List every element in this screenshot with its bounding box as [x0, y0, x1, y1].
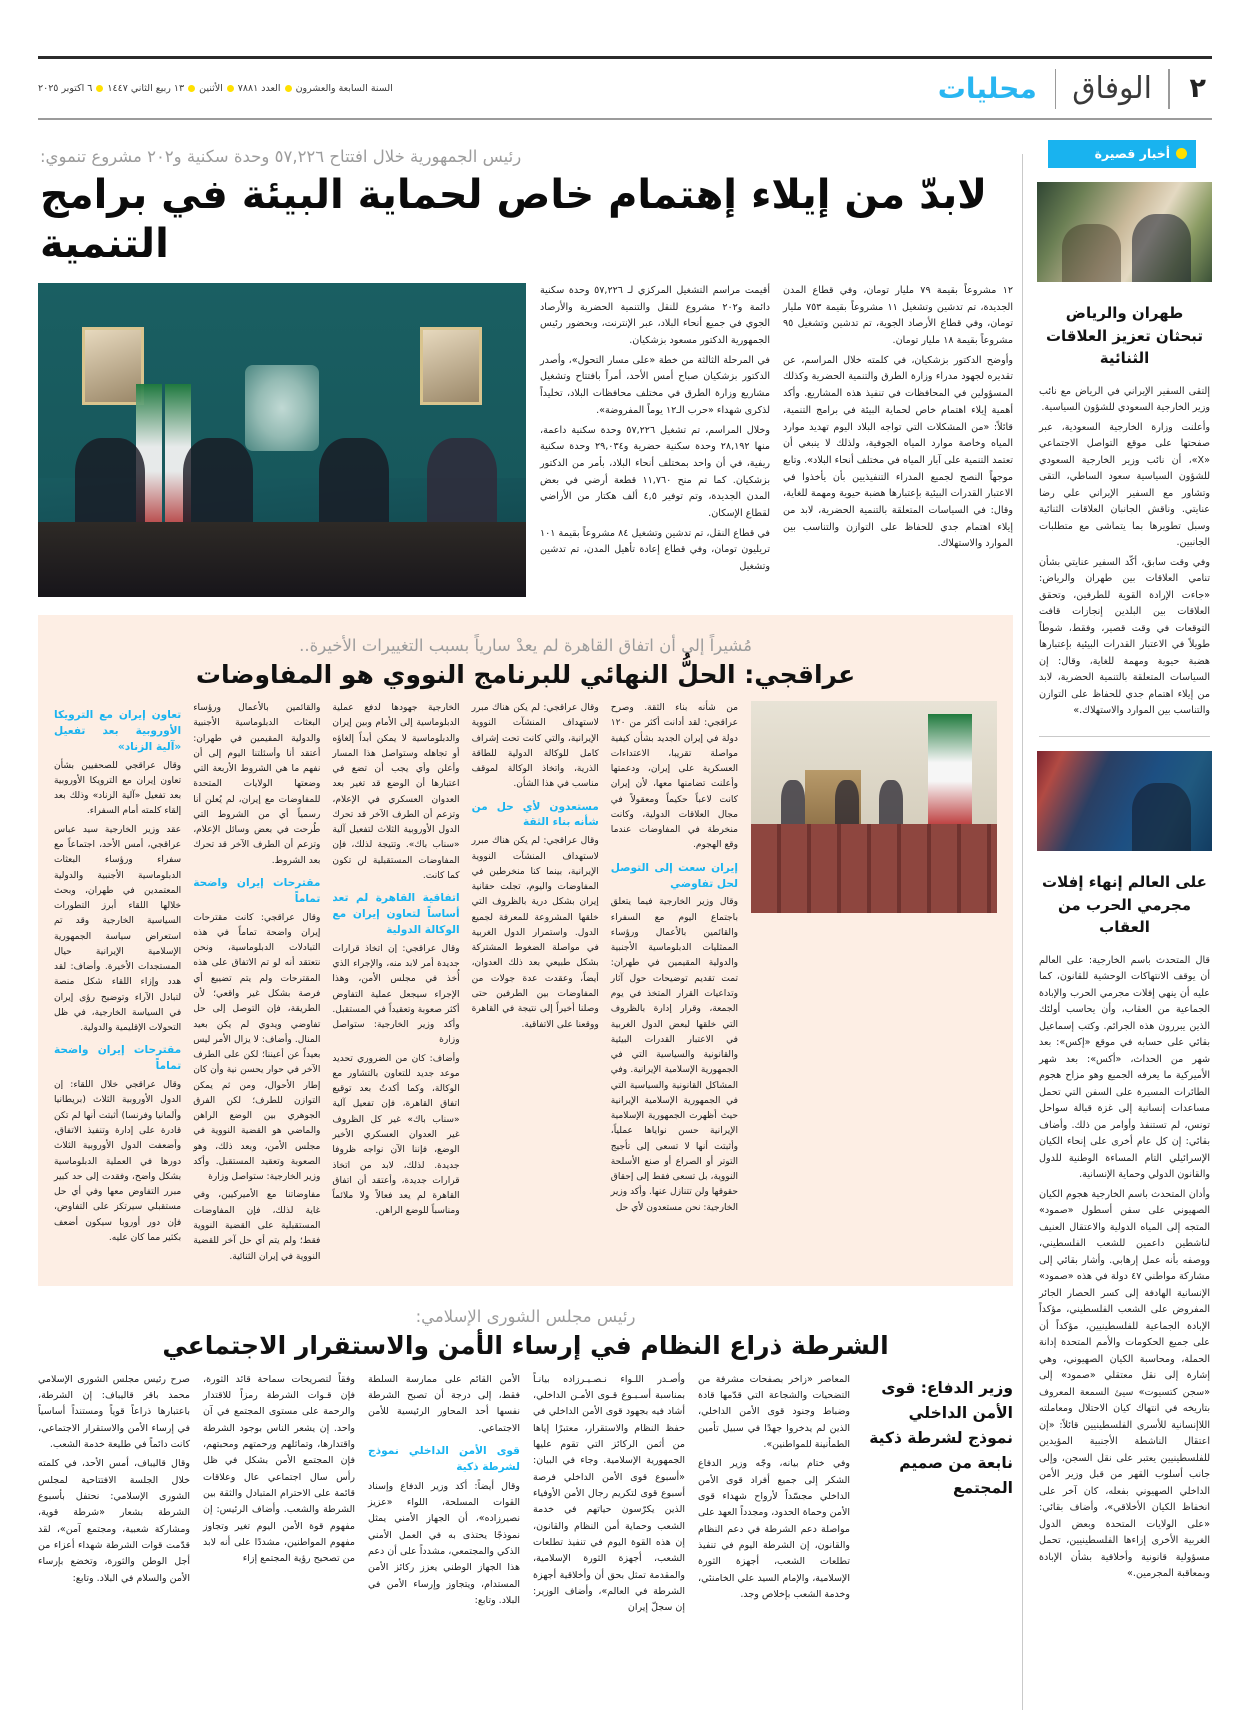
mid-subhead: مستعدون لأي حل من شأنه بناء الثقة: [471, 800, 599, 829]
paragraph: إلتقى السفير الإيراني في الرياض مع نائب وزير الخارجية السعودي للشؤون السياسية.: [1039, 385, 1210, 413]
mid-photo: [751, 701, 997, 913]
paragraph: وفي ختام بيانه، وجّه وزير الدفاع الشكر إلى جميع أفراد قوى الأمن الداخلي مجسّداً لأرواح شهداء قوى الأمن وحماة الحدود، ومجدداً العهد على مواصلة دعم الشرطة في دعم النظام والقانون، إن الشرطة اليوم في تنفيذ تطلعات الشعب، أجهزة الثورة الإسلامية، والإمام السيد علي الخامنئي، وخدمة الشعب بإخلاص وجد.: [698, 1458, 850, 1600]
iran-flag-icon: [950, 714, 972, 830]
portrait-frame-right: [420, 327, 482, 405]
paragraph: وقال عراقجي: لم يكن هناك مبرر لاستهداف المنشآت النووية الإيرانية، بينما كنا منخرطين في المفاوضات واليوم، تجلت حقانية إيران بشكل درية بالظروف التي خلقها المشروعة للمعرفة لجميع الدول. واستمرار الدول الغربية في مواصلة الضغوط المشتركة بشكل طبيعي بعد ذلك العدوان، أيضاً، وعقدت عدة جولات من المفاوضات بين الطرفين حتى وصلنا أخيراً إلى نتيجة في القاهرة ووقعنا على الاتفاقية.: [471, 836, 599, 1030]
portrait-frame-left: [82, 327, 144, 405]
paragraph: وقال وزير الخارجية فيما يتعلق باجتماع اليوم مع السفراء والقائمين بالأعمال ورؤساء الممثليات الدبلوماسية الأجنبية والدولية المقيمين في طهران: تمت تقديم توضيحات حول آثار وتداعيات القرار المتخذ في يوم الجمعة، وقرار إدارة بالظروف التي خلقها لبعض الدول الغربية في الاعتبار القدرات البيئية والقانونية والسياسية التي في الجمهورية الإسلامية الإيرانية. وفي المشاكل القانونية والسياسية التي في الجمهورية الإسلامية الإيرانية حيث أظهرت الجمهورية الإسلامية الإيرانية حسن نواياها عملياً، وأثبتت أنها لا تسعى إلى تأجيج التوتر أو الصراع أو صنع الأسلحة النووية، بل تسعى فقط إلى إحقاق حقوقها ولن تتنازل عنها. وأكد وزير الخارجية: نحن مستعدون لأي حل: [610, 897, 738, 1213]
issue-part-weekday: الأثنين: [199, 83, 223, 94]
paragraph: ١٢ مشروعاً بقيمة ٧٩ مليار تومان، وفي قطاع المدن الجديدة، تم تدشين وتشغيل ١١ مشروعاً بقيمة ٧٥٣ مليار تومان، وفي قطاع الأرصاد الجوية، تم تدشين وتشغيل ٩٥ مشروعاً بقيمة ١٨ مليار تومان.: [783, 285, 1013, 347]
sidebar-separator: [1039, 736, 1210, 738]
sidebar-vertical-rule: [1022, 154, 1024, 1710]
bottom-column-5: [38, 1372, 190, 1620]
paragraph: وقال عراقجي: لم يكن هناك مبرر لاستهداف المنشآت النووية الإيرانية، والتي كانت تحت إشراف كامل للوكالة الدولية للطاقة الذرية، واتخاذ الوكالة لموقف مناسب في هذا الشأن.: [471, 702, 599, 790]
mid-column-1: [611, 701, 738, 1268]
issue-part-year: السنة السابعة والعشرون: [295, 83, 393, 94]
bottom-column-4: [203, 1372, 355, 1620]
short-news-tag-label: أخبار قصيرة: [1094, 146, 1170, 161]
paragraph: وقال أيضاً: أكد وزير الدفاع وإسناد القوات المسلحة، اللواء «عزيز نصيرزاده»، أن الجهاز الأمني يمثل نموذجًا يحتذى به في العمل الأمني الذكي والمجتمعي، مشدداً على أن دعم هذا الجهاز الوطني يعزز ركائز الأمن المستدام، ويتجاوز وإرساء الأمن في البلاد. وتابع:: [368, 1480, 520, 1607]
mid-column-2: [472, 701, 599, 1268]
section-name: محليات: [937, 71, 1037, 105]
lead-headline: لابدّ من إيلاء إهتمام خاص لحماية البيئة في برامج التنمية: [40, 172, 988, 268]
tag-bullet-icon: [1176, 148, 1187, 159]
paragraph: عقد وزير الخارجية سيد عباس عراقجي، أمس الأحد، اجتماعاً مع سفراء ورؤساء البعثات الدبلوماسية الأجنبية والدولية المعتمدين في طهران، وبحث خلالها اللقاء أبرز التطورات السياسية الخارجية وقد تم استعراض سياسة الجمهورية الإسلامية الإيرانية حيال المستجدات الأخيرة. وأضاف: لقد هدد وإزاء اللقاء شكل منصة لتبادل الآراء وتوضيح رؤى إيران في السياسة الخارجية، في ظل التحولات الإقليمية والدولية.: [53, 824, 182, 1034]
bottom-pullquote: وزير الدفاع: قوى الأمن الداخلي نموذج لشرطة ذكية نابعة من صميم المجتمع: [869, 1378, 1013, 1498]
paragraph: وقال عراقجي: كانت مقترحات إيران واضحة تماماً في هذه التبادلات الدبلوماسية، ونحن نتعتقد أنه لو تم الاتفاق على هذه المقترحات ولم يتم تضييع أي فرصة بشكل غير واقعي؛ لأن الطريقة، فإن التوصل إلى حل تفاوضي ويدوي لم يكن بعيد المنال. وأضاف: لا يزال الأمر ليس بعيداً عن أعيننا؛ لكن على الطرف الآخر في حوار يحسن نية وأن كان إطار الأحوال، ومن ثم يمكن التوازن للطرف؛ لكن الفرق الجوهري بين الوضع الراهن والماضي هو القضية النووية في مجلس الأمن، وبعد ذلك، وهو الصعوبة وتعقيد المستقبل. وأكد وزير الخارجية: ستواصل وزارة: [193, 912, 321, 1183]
paragraph: في المرحلة الثالثة من خطة «على مسار التحول»، وأصدر الدكتور بزشكيان صباح أمس الأحد، أمراً بافتتاح وتشغيل مشاريع وزارة الطرق في مختلف محافظات البلاد، تخليداً لذكرى شهداء «حرب الـ١٢ يوماً المفروضة».: [540, 354, 770, 416]
paragraph: وفقاً لتصريحات سماحة قائد الثورة، فإن قـوات الشرطة رمزاً للاقتدار والرحمة على مستوى المجتمع في آن واحد. إن يشعر الناس بوجود الشرطة واقتدارها، وتماثلهم ورحمتهم ومحبتهم، فإن المجتمع الأمن بشكل في ظل رأس سال اجتماعي عال وعلاقات قائمة على الاحترام المتبادل والثقة بين الشرطة والشعب. وأضاف الرئيس: إن مفهوم قوة الأمن اليوم تغير وتجاوز مفهوم المواطنين، مشددًا على أنه لابد من تصحيح رؤية المجتمع إزاء: [203, 1373, 355, 1565]
mid-column-3: [332, 701, 459, 1268]
mid-kicker: مُشيراً إلى أن اتفاق القاهرة لم يعدْ سارياً بسبب التغييرات الأخيرة..: [299, 636, 752, 656]
issue-part-gregorian-date: ٦ اكتوبر ٢٠٢٥: [38, 83, 93, 94]
masthead-divider-2: [1055, 69, 1057, 109]
paragraph: وقال عراقجي خلال اللقاء: إن الدول الأوروبية الثلاث (بريطانيا وألمانيا وفرنسا) أثبتت أنها لم تكن قادرة على إدارة وتنفيذ الاتفاق، وأضعفت الدول الأوروبية الثلاث دورها في العملية الدبلوماسية بشكل واضح، وفقدت إلى حد كبير مبرر التفاوض معها وفي أي حل مستقبلي سيرتكز على التفاوض، فإن دور أوروبا سيكون أضعف بكثير مما كان عليه.: [53, 1080, 182, 1243]
paragraph: المعاصر «زاخر بصفحات مشرفة من التضحيات والشجاعة التي قدّمها قادة وضباط وجنود قوى الأمن الداخلي، الذين لم يدخروا جهدًا في سبيل تأمين الطمأنينة للمواطنين».: [698, 1373, 850, 1451]
paragraph: من شأنه بناء الثقة. وصرح عراقجي: لقد أدانت أكثر من ١٢٠ دولة في إيران الجديد بشأن كيفية مواصلة تقريبا، الاعتداءات العسكرية على إيران، ودعمتها وأعلنت تضامنها معها، لأن إيران كانت لاعباً حكيماً ومعقولاً في مجال العلاقات الدولية، وكانت منخرطة في المفاوضات عندما وقع الهجوم.: [610, 702, 738, 851]
paragraph: الأمن القائم على ممارسة السلطة فقط، إلى درجة أن تصبح الشرطة نفسها أحد المحاور الرئيسية للأمن الاجتماعي.: [368, 1373, 520, 1434]
sidebar-story-title: على العالم إنهاء إفلات مجرمي الحرب من العقاب: [1042, 873, 1207, 936]
masthead: [38, 56, 1212, 118]
paragraph: وأدان المتحدث باسم الخارجية هجوم الكيان الصهيوني على سفن أسطول «صمود» المتجه إلى المياه الدولية والاعتقال العنيف لناشطين داعمين للشعب الفلسطيني، ووصفه بأنه عمل إرهابي. وأشار بقائي إلى مشاركة مواطني ٤٧ دولة في هذه «صمود» الإنسانية الهادفة إلى كسر الحصار الجائر المفروض على الشعب الفلسطيني، مؤكداً الإبادة الجماعية للفلسطينيين، مؤكداً أن على جميع الحكومات والأمم المتحدة إدانة الحملة، ومحاسبة الكيان الصهيوني، وهي إشارة إلى نقل معتقلي «صمود» إلى «سجن كتسيوت» سيئ السمعة المعروف بتاريخه في انتهاك كيان الاحتلال ومعاملته اللاإنسانية للأسرى الفلسطينيين قائلاً: «إن اعتقال الناشطة الأجنبية المؤيدين للفلسطينيين يعتبر على نقل السجن، وإلى جانب أسلوب القهر من قبل وزير الأمن الداخلي الصهيوني بفعله، كان آخر على انخفاظ الكيان الأخلاقي»، وأضاف بقائي: «على الولايات المتحدة وبعض الدول الغربية الأخرى إزاءها الفلسطينيين، تحمل مسؤولية قانونية وأخلاقية بشأن الإبادة وبمعاقبة المجرمين.»: [1039, 1188, 1210, 1579]
mid-subhead: مقترحات إيران واضحة تماماً: [193, 876, 321, 905]
paragraph: وقال عراقجي للصحفيين بشأن تعاون إيران مع الترويكا الأوروبية بعد تفعيل «آلية الزناد» وذلك بعد إلقاء كلمته أمام السفراء.: [53, 760, 182, 817]
paragraph: في قطاع النقل، تم تدشين وتشغيل ٨٤ مشروعاً بقيمة ١٠١ تريليون تومان، وفي قطاع إعادة تأهيل المدن، تم تدشين وتشغيل: [540, 527, 770, 573]
iran-flag-icon: [928, 714, 950, 830]
bottom-body-columns: [38, 1372, 1013, 1620]
nuclear-talks-story: [38, 615, 1013, 1286]
page-number: ٢: [1189, 73, 1206, 104]
masthead-rule-bottom: [38, 118, 1212, 120]
paragraph: وأوضح الدكتور بزشكيان، في كلمته خلال المراسم، عن تقديره لجهود مدراء وزارة الطرق والتنمية الحضرية وكذلك المسؤولين في المحافظات في تنفيذ هذه المشاريع. وأكد أهمية إيلاء اهتمام خاص لحماية البيئة في برامج التنمية، قائلاً: «من المشكلات التي تواجه البلاد اليوم تهديد موارد المياه وخاصة موارد المياه الجوفية، ولذلك لا ينبغي أن تعتمد التنمية على آبار المياه في مختلف أنحاء البلاد». وتابع موجهاً النصح لجميع المدراء التنفيذيين بأن يأخذوا في الاعتبار القدرات البيئية بإعتبارها هضبة حيوية ومهمة للغاية، وقال: في السياسات المتعلقة بالتنمية الحضرية، لابد من إيلاء اهتمام جدي للحفاظ على التوازن والتناسب بين الموارد والاستهلاك.: [783, 354, 1013, 550]
issue-part-number: العدد ٧٨٨١: [237, 83, 281, 94]
lead-column-1: [783, 283, 1013, 579]
masthead-rule-top: [38, 56, 1212, 59]
sidebar-story-title: طهران والرياض تبحثان تعزيز العلاقات الثنائية: [1045, 304, 1204, 367]
bottom-headline: الشرطة ذراع النظام في إرساء الأمن والاستقرار الاجتماعي: [162, 1331, 889, 1361]
lead-body-columns: [540, 283, 1013, 579]
bullet-dot-icon: [227, 85, 234, 92]
sidebar-story-body: [1039, 953, 1210, 1583]
sidebar-story-body: [1039, 384, 1210, 720]
paragraph: الخارجية جهودها لدفع عملية الدبلوماسية إلى الأمام وبين إيران والدبلوماسية لا يمكن أبداً إلغاؤه أو تجاهله وستواصل هذا المسار وأعلن وأي يجب أن تضع في اعتبارها أن الوضع قد تغير بعد العدوان العسكري في الإعلام، وتزعم أن الطرف الآخر قد تحرك الدول الأوروبية الثلاث لتفعيل آلية «سناب باك». وتتيجة لذلك، فإن المفاوضات المستقبلية لن تكون كما كانت.: [332, 702, 460, 881]
mid-headline: عراقجي: الحلُّ النهائي للبرنامج النووي هو المفاوضات: [195, 660, 856, 690]
lead-photo: [38, 283, 526, 597]
paragraph: وأضاف: كان من الضروري تحديد موعد جديد للتعاون بالتشاور مع الوكالة، وكما أكدتُ بعد توقيع اتفاق القاهرة، فإن تفعيل آلية «سناب باك» غير كل الظروف غير العدوان العسكري الأخير الوضع، فإننا الآن نواجه ظروفا جديدة. لذلك، لابد من اتخاذ قرارات جديدة، وأعتقد أن اتفاق القاهرة لم يعد فعالاً ولا ملائماً ومناسباً للوضع الراهن.: [332, 1053, 460, 1217]
bottom-column-2: [533, 1372, 685, 1620]
mid-column-5: [54, 701, 181, 1268]
paragraph: والقائمين بالأعمال ورؤساء البعثات الدبلوماسية الأجنبية والدولية المقيمين في طهران: أعتقد أنا وأسئلتنا اليوم إلى أن نفهم ما هي الشروط الأربعة التي وضعتها الولايات المتحدة للمفاوضات مع إيران، لم يُعلن أنا رسمياً أي من الشروط التي طُرحت في بعض وسائل الإعلام، وتزعم أن الطرف الآخر قد تحرك بعد الشروط.: [193, 702, 321, 866]
paragraph: وفي وقت سابق، أكّد السفير عنايتي بشأن تنامي العلاقات بين طهران والرياض: «جاءت الإرادة القوية للطرفين، وتحقق العلاقات بين البلدين إنجازات قافت التوقعات في وقت قصير، وفقط، شوطاً طويلاً في الاعتبار القدرات البيئية بإعتبارها هضبة حيوية ومهمة للغاية، وقال: إن السياسات المتعلقة بالتنمية الحضرية، لابد من إيلاء اهتمام جدي للحفاظ على التوازن والتناسب بين الموارد والاستهلاك.»: [1039, 556, 1210, 716]
lead-column-2: [540, 283, 770, 579]
mid-body-columns: [54, 701, 738, 1268]
paper-name: الوفاق: [1072, 70, 1153, 106]
paragraph: أقيمت مراسم التشغيل المركزي لـ ٥٧,٢٢٦ وحدة سكنية دائمة و٢٠٢ مشروع للنقل والتنمية الحضرية والأرصاد الجوي في جميع أنحاء البلاد، عبر الإنترنت، وبحضور رئيس الجمهورية الدكتور مسعود بزشكيان.: [540, 285, 770, 347]
bottom-column-3: [368, 1372, 520, 1620]
bullet-dot-icon: [188, 85, 195, 92]
lead-story: [38, 146, 1013, 597]
sidebar-photo-spokesman: [1037, 751, 1212, 851]
paragraph: وقال عراقجي: إن اتخاذ قرارات جديدة أمر لابد منه، والإجراء الذي أُخذ في مجلس الأمن، وهذا الإجراء سيجعل عملية التفاوض أكثر صعوبة وتعقيداً في المستقبل. وأكد وزير الخارجية: ستواصل وزارة: [332, 943, 460, 1046]
sidebar-story[interactable]: [1037, 751, 1212, 1583]
paragraph: مفاوضاتنا مع الأميركيين، وفي غاية لذلك، فإن المفاوضات المستقبلية على القضية النووية فقط؛ ولم يتم أي حل آخر للقضية النووية في إيران الثنائية.: [193, 1190, 321, 1262]
mid-column-4: [193, 701, 320, 1268]
paragraph: قال المتحدث باسم الخارجية: على العالم أن يوقف الانتهاكات الوحشية للقانون، كما عليه أن ينهي إفلات مجرمي الحرب والإبادة الجماعية من العقاب، وأن يحاسب أولئك الذين يبررون هذه الجرائم. وكتب إسماعيل بقائي على حسابه في موقع «إكس»: بعد شهر من الحداث، «أكس»: بعد شهر الأميركية ما يعرفه الجميع وهو مزاح هجوم الطائرات المسيرة على السفن التي تحمل مساعدات إنسانية إلى غزة قبالة سواحل تونس، لم تستنفذ وأوامر من ذلك. وأضاف بقائي: إن كل عام أخرى على إنحاء الكيان الإسرائيلي التام المساءة الوطنية للدول والقانون الدولي وحماية الإنسانية.: [1039, 954, 1210, 1180]
sidebar-story[interactable]: [1037, 182, 1212, 720]
main-column: [38, 140, 1013, 1710]
issue-part-hijri-date: ١٣ ربيع الثاني ١٤٤٧: [107, 83, 185, 94]
short-news-tag: [1048, 140, 1196, 168]
bullet-dot-icon: [96, 85, 103, 92]
page-content: [38, 140, 1212, 1710]
police-story: [38, 1306, 1013, 1620]
masthead-divider-1: [1168, 69, 1170, 109]
iran-emblem-icon: [245, 365, 319, 451]
paragraph: وأصـدر اللـواء نـصـيـرزاده بيانـاً بمناسبة أسـبـوع قـوى الأمـن الداخلي، أشاد فيه بجهود قوى الأمن الداخلي في حفظ النظام والاستقرار، معتبرًا إياها من أثمن الركائز التي تقوم عليها الجمهورية الإسلامية. وجاء في البيان: «أسبوع قوى الأمن الداخلي فرصة أسبوع قوى لتكريم رجال الأمن الأوفياء الذين يكرّسون حياتهم في خدمة الشعب وحماية أمن النظام والقانون، إن هذه القوة اليوم في تنفيذ تطلعات الشعب، أجهزة الثورة الإسلامية، والمقدمة تمثل بحق أن وأخلاقية أجهزة الشرطة في العالم»، وأضاف الوزير: إن سجلّ إيران: [533, 1373, 685, 1614]
bottom-kicker: رئيس مجلس الشورى الإسلامي:: [415, 1306, 636, 1326]
paragraph: وخلال المراسم، تم تشغيل ٥٧,٢٢٦ وحدة سكنية داعمة، منها ٢٨,١٩٢ وحدة سكنية حضرية و٢٩,٠٣٤ وحدة سكنية ريفية، في أن واحد بمختلف أنحاء البلاد، بأمر من الدكتور بزشكيان. كما تم منح ١١,٧٦٠ قطعة أرضي في بعض المدن الجديدة، وتم توفير ٤,٥ ألف هكتار من الأراضي لقطاع الإسكان.: [540, 424, 770, 519]
bottom-subhead: قوى الأمن الداخلي نموذج لشرطة ذكية: [368, 1445, 520, 1473]
short-news-sidebar: [1037, 140, 1212, 1710]
mid-subhead: إيران سعت إلى التوصل لحل تفاوضي: [610, 861, 738, 890]
paragraph: وقال قاليباف، أمس الأحد، في كلمته خلال الجلسة الافتتاحية لمجلس الشورى الإسلامي: نحتفل بأسبوع الشرطة بشعار «شرطة قوية، ومشاركة شعبية، ومجتمع آمن»، لقد قدّمت قوات الشرطة شهداء أعزاء من أجل الوطن والثورة، وتخضع بإرساء الأمن والسلام في البلاد. وتابع:: [38, 1458, 190, 1584]
sidebar-photo-tehran-riyadh: [1037, 182, 1212, 282]
mid-subhead: اتفاقية القاهرة لم تعد أساساً لتعاون إيران مع الوكالة الدولية: [332, 892, 460, 936]
paragraph: صرح رئيس مجلس الشورى الإسلامي محمد باقر قاليباف: إن الشرطة، باعتبارها ذراعاً قوياً ومستنداً أساسياً في إرساء الأمن والاستقرار الاجتماعي، كانت دائماً في طليعة خدمة الشعب.: [38, 1373, 190, 1451]
lead-kicker: رئيس الجمهورية خلال افتتاح ٥٧,٢٢٦ وحدة سكنية و٢٠٢ مشروع تنموي:: [40, 147, 522, 166]
mid-subhead: مقترحات إيران واضحة تماماً: [53, 1044, 182, 1073]
issue-line: [38, 83, 393, 94]
bullet-dot-icon: [285, 85, 292, 92]
mid-subhead: تعاون إيران مع الترويكا الأوروبية بعد تفعيل «آلية الزناد»: [53, 708, 182, 753]
bottom-column-1: [698, 1372, 850, 1620]
paragraph: وأعلنت وزارة الخارجية السعودية، عبر صفحتها على موقع التواصل الاجتماعي «X»، أن نائب وزير الخارجية السعودي للشؤون السياسية سعود الساطي، التقى وتشاور مع السفير الإيراني علي رضا عنايتي. وناقش الجانبان العلاقات الثنائية وسبل تطويرها بما يتماشى مع متطلبات الجانبين.: [1039, 421, 1210, 548]
